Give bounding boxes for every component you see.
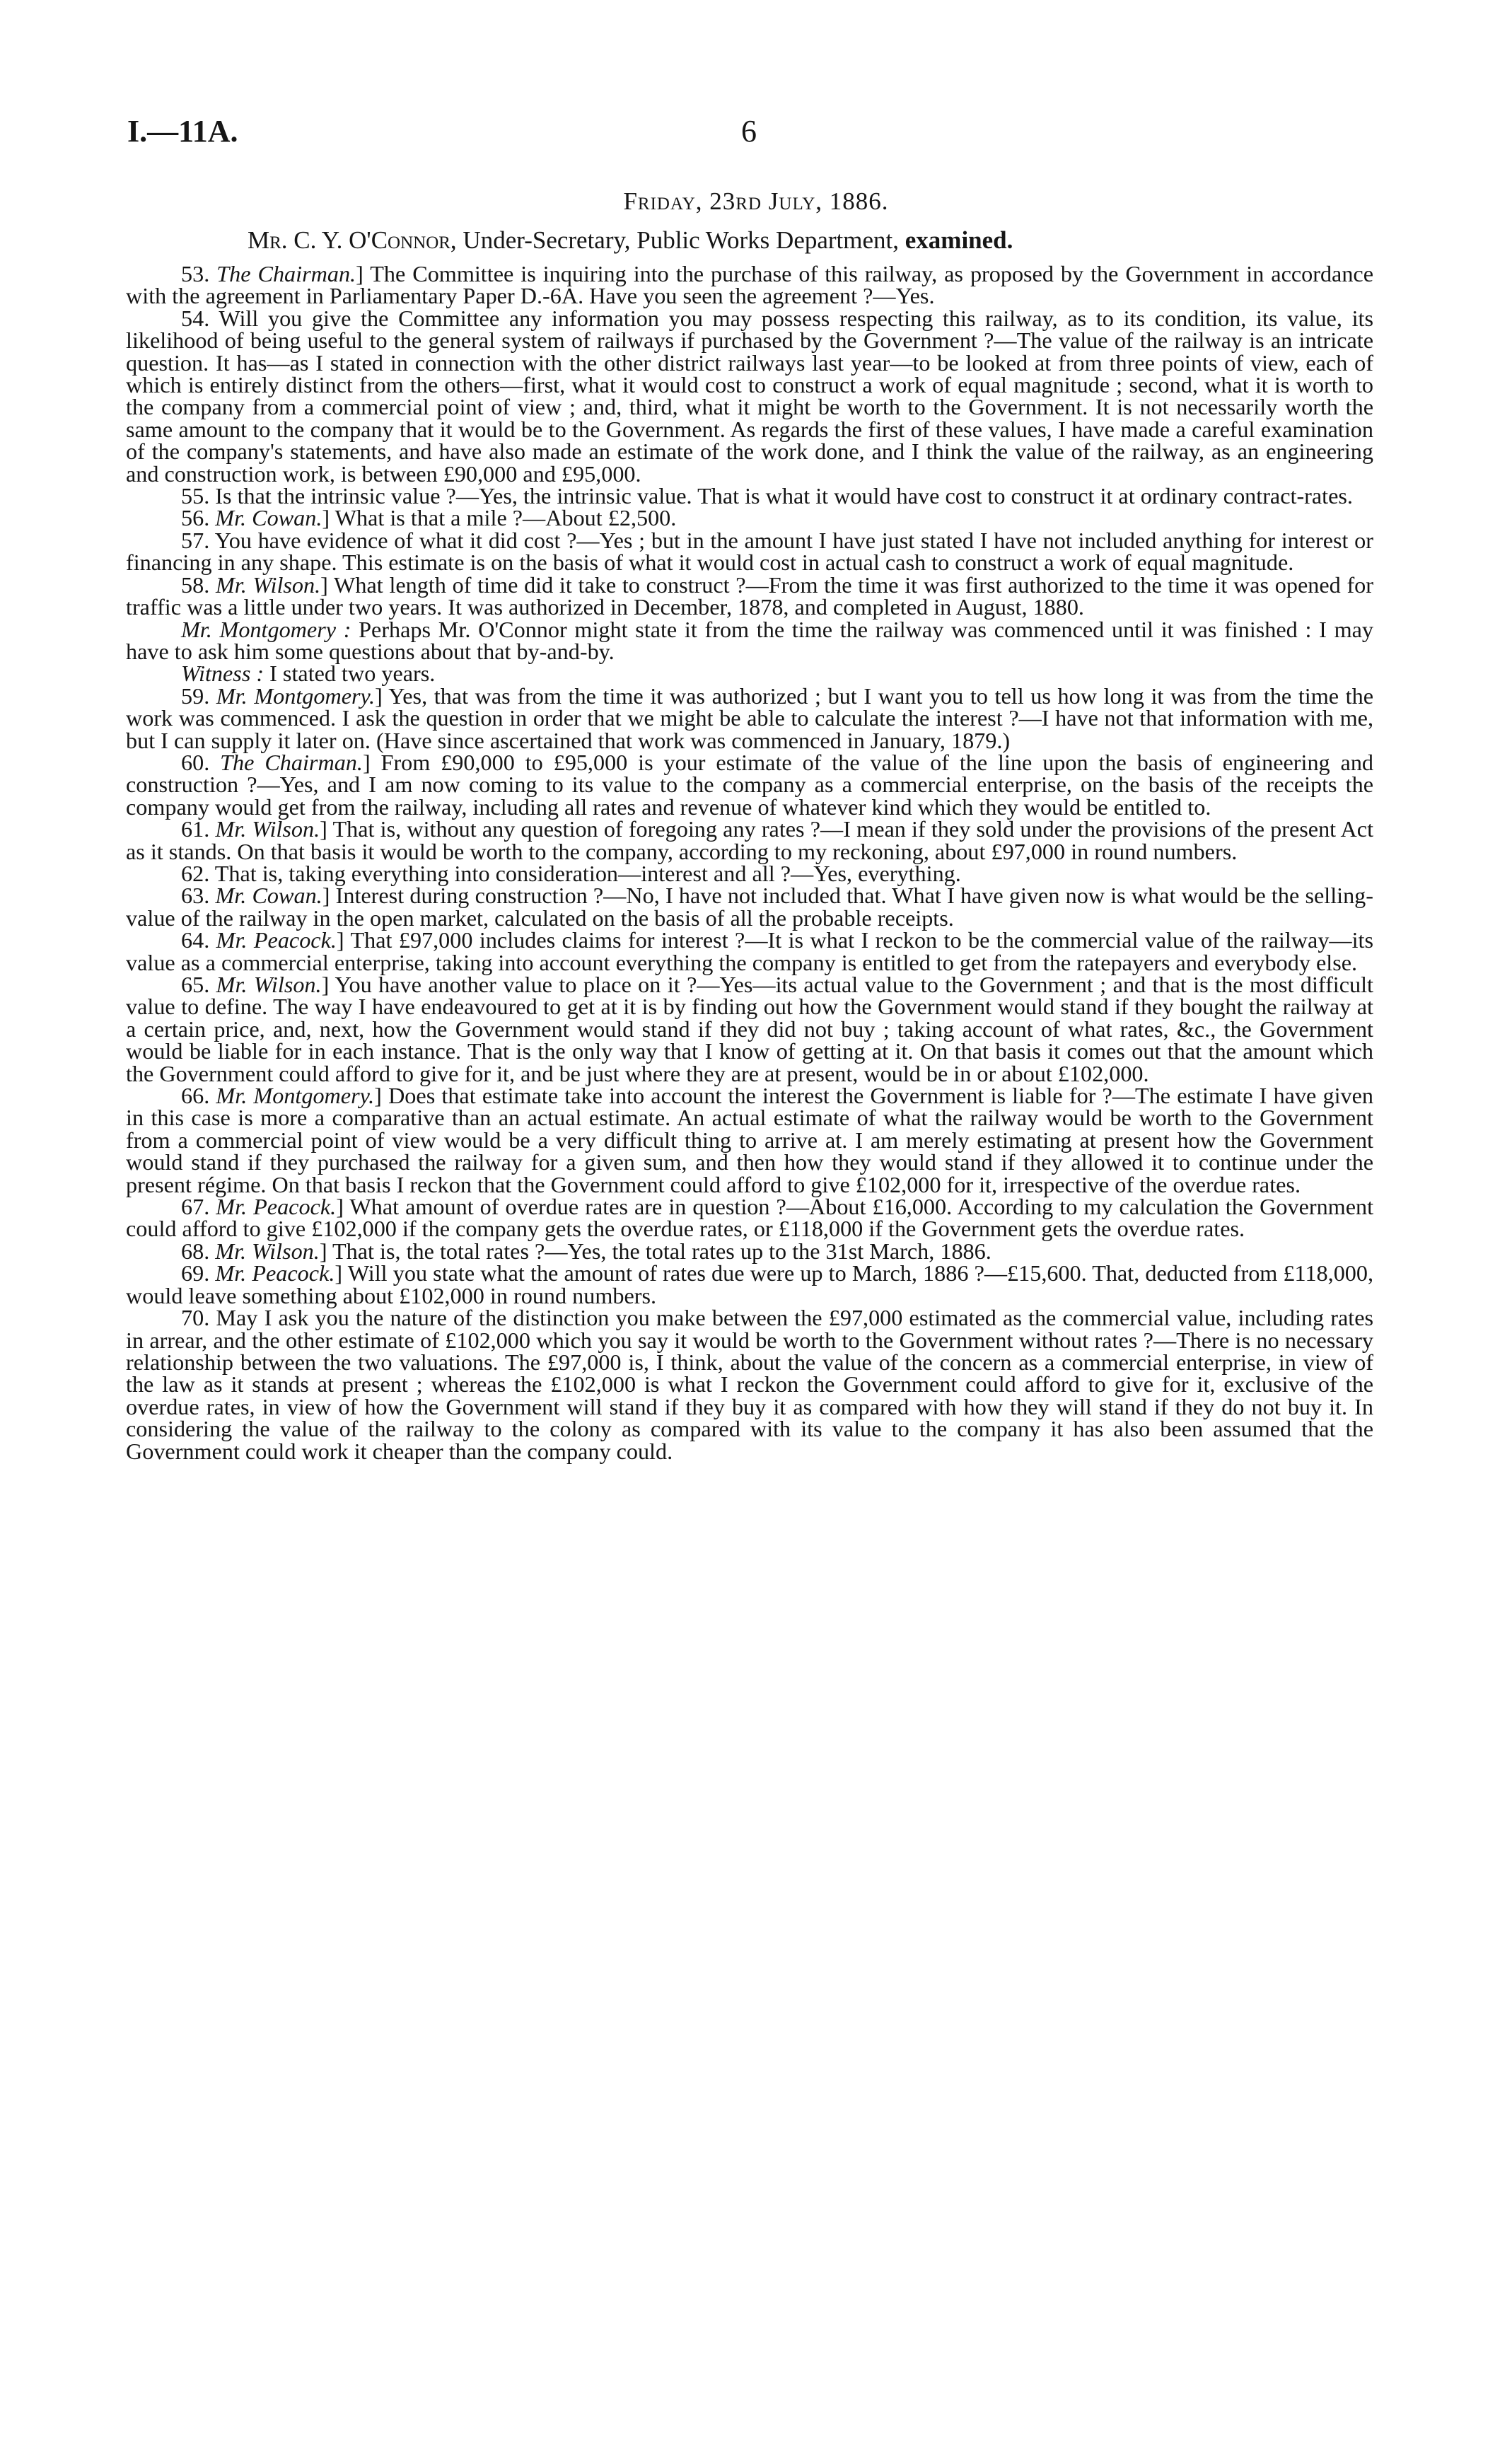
witness-role: Under-Secretary, Public Works Department, xyxy=(456,226,900,254)
question-number: 57. xyxy=(181,527,215,553)
minutes-of-evidence xyxy=(126,263,1373,1463)
question-59 xyxy=(126,682,1374,753)
speaker: Mr. Cowan. xyxy=(215,505,322,531)
question-number: 63. xyxy=(181,883,216,909)
remark-witness xyxy=(126,663,1373,685)
speaker: Mr. Peacock. xyxy=(216,1194,337,1220)
speaker: The Chairman. xyxy=(220,749,363,775)
question-number: 66. xyxy=(181,1083,216,1109)
speaker: Mr. Peacock. xyxy=(216,927,337,953)
question-63 xyxy=(126,885,1373,929)
question-53 xyxy=(126,263,1373,308)
page-header xyxy=(127,113,1358,163)
speaker: Mr. Peacock. xyxy=(215,1260,335,1286)
question-number: 56. xyxy=(181,505,216,531)
speaker: Mr. Wilson. xyxy=(215,571,321,598)
speaker: Mr. Wilson. xyxy=(215,1238,320,1264)
question-number: 61. xyxy=(181,816,216,842)
question-text: Perhaps Mr. O'Connor might state it from the time the railway was commenced until it was finished : I may have to ask him some questions about that by-and-by. xyxy=(126,616,1373,664)
question-number: 54. xyxy=(181,305,219,331)
speaker-bracket: ] xyxy=(336,927,344,953)
question-54 xyxy=(126,305,1373,487)
sitting-date: Friday, 23rd July, 1886. xyxy=(623,187,889,215)
question-text: The Committee is inquiring into the purchase of this railway, as proposed by the Government in accordance with the agreement in Parliamentary Paper D.-6A. Have you seen the agreement ?—Yes. xyxy=(126,261,1373,309)
speaker-bracket: ] xyxy=(322,883,330,909)
question-55 xyxy=(126,485,1373,507)
question-text: I stated two years. xyxy=(264,661,436,687)
question-number: 53. xyxy=(181,261,217,286)
question-60 xyxy=(126,749,1374,820)
speaker: Witness : xyxy=(181,661,264,687)
question-text: May I ask you the nature of the distinction you make between the £97,000 estimated as the commercial value, including rates in arrear, and the other estimate of £102,000 which you say it would be worth to the Government without rates ?—There is no necessary relationship between the two valuations. The £97,000 is, I think, about the value of the concern as a commercial enterprise, in view of the law as it stands at present ; whereas the £102,000 is what I reckon the Government could afford to give for it, exclusive of the overdue rates, in view of how the Government will stand if they buy it as compared with how they will stand if they do not buy it. In considering the value of the railway to the colony as compared with its value to the company it has also been assumed that the Government could work it cheaper than the company could. xyxy=(126,1305,1374,1464)
question-text: Interest during construction ?—No, I have not included that. What I have given now is what would be the selling-value of the railway in the open market, calculated on the basis of all the probable receipts. xyxy=(126,883,1373,931)
question-text: That is, without any question of foregoing any rates ?—I mean if they sold under the provisions of the present Act as it stands. On that basis it would be worth to the company, according to my reckoning, about £97,000 in round numbers. xyxy=(126,816,1374,864)
speaker-bracket: ] xyxy=(321,972,330,997)
speaker: Mr. Montgomery. xyxy=(216,682,376,709)
question-number: 62. xyxy=(181,860,215,886)
question-number: 65. xyxy=(181,972,216,997)
speaker-bracket: ] xyxy=(336,1194,344,1220)
speaker: Mr. Cowan. xyxy=(215,883,322,909)
speaker-bracket: ] xyxy=(322,505,330,531)
question-text: Will you give the Committee any information you may possess respecting this railway, as to its condition, its value, its likelihood of being useful to the general system of railways if purchased by the Government ?—The value of the railway is an intricate question. It has—as I stated in connection with the other district railways last year—to be looked at from three points of view, each of which is entirely distinct from the others—first, what it would cost to construct a work of equal magnitude ; second, what it is worth to the company from a commercial point of view ; and, third, what it might be worth to the Government. It is not necessarily worth the same amount to the company that it would be to the Government. As regards the first of these values, I have made a careful examination of the company's statements, and have also made an estimate of the work done, and I think the value of the railway, as an engineering and construction work, is between £90,000 and £95,000. xyxy=(126,305,1373,487)
question-text: Yes, that was from the time it was authorized ; but I want you to tell us how long it was from the time the work was commenced. I ask the question in order that we might be able to calculate the interest ?—I have not that information with me, but I can supply it later on. (Have since ascertained that work was commenced in January, 1879.) xyxy=(126,682,1374,753)
witness-line xyxy=(248,226,1013,255)
question-text: What is that a mile ?—About £2,500. xyxy=(330,505,677,531)
speaker-bracket: ] xyxy=(319,1238,327,1264)
question-64 xyxy=(126,929,1373,974)
witness-status: examined. xyxy=(899,226,1013,254)
question-61 xyxy=(126,818,1373,863)
question-65 xyxy=(126,974,1373,1085)
remark-montgomery xyxy=(126,616,1373,664)
question-58 xyxy=(126,571,1373,620)
speaker-bracket: ] xyxy=(320,816,327,842)
question-number: 60. xyxy=(181,749,221,775)
question-number: 69. xyxy=(181,1260,216,1286)
question-57 xyxy=(126,527,1373,576)
question-number: 64. xyxy=(181,927,216,953)
speaker-bracket: ] xyxy=(362,749,371,775)
question-text: Does that estimate take into account the interest the Government is liable for ?—The estimate I have given in this case is more a comparative than an actual estimate. An actual estimate of what the railway would be worth to the Government from a commercial point of view would be a very difficult thing to arrive at. I am merely estimating at present how the Government would stand if they purchased the railway for a given sum, and then how they would stand if they allowed it to continue under the present régime. On that basis I reckon that the Government could afford to give £102,000 for it, irrespective of the overdue rates. xyxy=(126,1083,1374,1197)
speaker-bracket: ] xyxy=(374,1083,382,1109)
speaker: Mr. Wilson. xyxy=(215,816,320,842)
speaker: Mr. Wilson. xyxy=(216,972,322,997)
speaker: The Chairman. xyxy=(216,261,356,286)
question-number: 55. xyxy=(181,483,216,509)
question-text: That £97,000 includes claims for interest ?—It is what I reckon to be the commercial value of the railway—its value as a commercial enterprise, taking into account everything the company is entitled to get from the ratepayers and everybody else. xyxy=(126,927,1374,975)
question-70 xyxy=(126,1307,1373,1463)
question-56 xyxy=(126,507,1373,529)
question-number: 58. xyxy=(181,571,216,598)
question-text: That is, the total rates ?—Yes, the total rates up to the 31st March, 1886. xyxy=(327,1238,991,1264)
question-text: What length of time did it take to construct ?—From the time it was first authorized to the time it was opened for traffic was a little under two years. It was authorized in December, 1878, and completed in August, 1880. xyxy=(126,571,1373,620)
question-68 xyxy=(126,1240,1373,1262)
question-69 xyxy=(126,1262,1373,1307)
question-number: 70. xyxy=(181,1305,216,1331)
question-text: You have another value to place on it ?—Yes—its actual value to the Government ; and that is the most difficult value to define. The way I have endeavoured to get at it is by finding out how the Government would stand if they bought the railway at a certain price, and, next, how the Government would stand if they did not buy ; taking account of what rates, &c., the Government would be liable for in each instance. That is the only way that I know of getting at it. On that basis it comes out that the amount which the Government could afford to give for it, and be just where they are at present, would be in or about £102,000. xyxy=(126,972,1373,1086)
question-text: That is, taking everything into consideration—interest and all ?—Yes, everything. xyxy=(214,860,961,886)
witness-name: Mr. C. Y. O'Connor, xyxy=(248,226,457,254)
question-number: 68. xyxy=(181,1238,216,1264)
speaker: Mr. Montgomery : xyxy=(181,616,351,642)
question-number: 67. xyxy=(181,1194,216,1220)
question-text: Will you state what the amount of rates due were up to March, 1886 ?—£15,600. That, deducted from £118,000, would leave something about £102,000 in round numbers. xyxy=(126,1260,1374,1308)
speaker-bracket: ] xyxy=(320,571,328,598)
speaker-bracket: ] xyxy=(356,261,364,286)
question-66 xyxy=(126,1085,1373,1196)
question-text: You have evidence of what it did cost ?—Yes ; but in the amount I have just stated I have not included anything for interest or financing in any shape. This estimate is on the basis of what it would cost in actual cash to construct a work of equal magnitude. xyxy=(126,527,1373,576)
question-text: What amount of overdue rates are in question ?—About £16,000. According to my calculation the Government could afford to give £102,000 if the company gets the overdue rates, or £118,000 if the Government gets the overdue rates. xyxy=(126,1194,1374,1242)
speaker: Mr. Montgomery. xyxy=(216,1083,375,1109)
question-text: Is that the intrinsic value ?—Yes, the intrinsic value. That is what it would have cost to construct it at ordinary contract-rates. xyxy=(215,483,1353,509)
speaker-bracket: ] xyxy=(335,1260,343,1286)
question-number: 59. xyxy=(181,682,216,709)
page-number: 6 xyxy=(741,114,757,149)
speaker-bracket: ] xyxy=(375,682,383,709)
paper-reference: I.—11A. xyxy=(127,114,238,149)
question-text: From £90,000 to £95,000 is your estimate of the value of the line upon the basis of engineering and construction ?—Yes, and I am now coming to its value to the company as a commercial enterprise, on the basis of the receipts the company would get from the railway, including all rates and revenue of whatever kind which they would be entitled to. xyxy=(126,749,1374,820)
question-67 xyxy=(126,1196,1373,1240)
question-62 xyxy=(126,860,1373,886)
